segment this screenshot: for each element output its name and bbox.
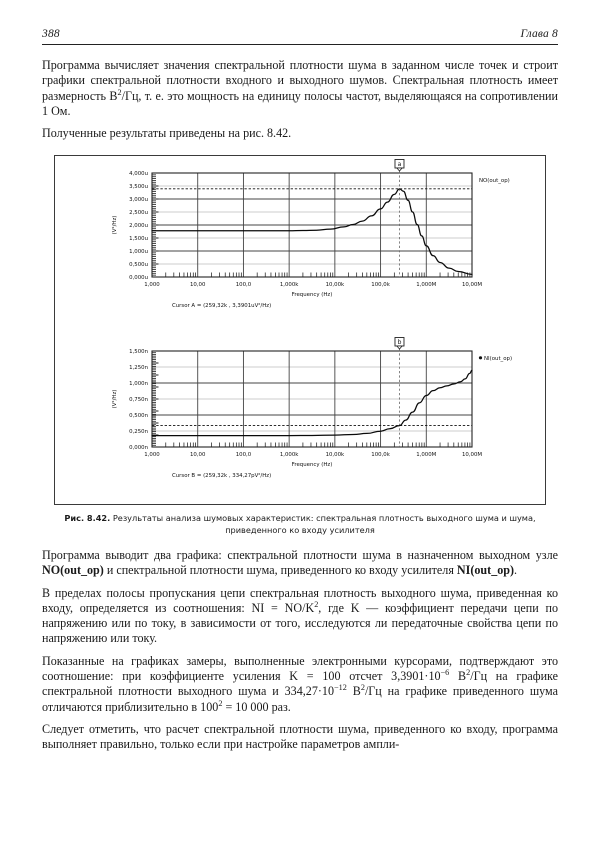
svg-text:10,00: 10,00 (189, 451, 206, 458)
svg-text:b: b (397, 339, 402, 346)
paragraph-3-text-d: . (514, 563, 518, 578)
chapter-label: Глава 8 (520, 28, 558, 40)
svg-text:3,000u: 3,000u (129, 196, 148, 203)
paragraph-4-superscript: 2 (314, 599, 319, 609)
svg-text:0,250n: 0,250n (129, 428, 148, 435)
paragraph-3 (42, 548, 558, 579)
svg-text:10,00M: 10,00M (461, 451, 483, 458)
svg-text:0,000n: 0,000n (129, 444, 148, 451)
paragraph-6: Следует отметить, что расчет спектральной плотности шума, приведенного ко входу, программа выполняет правильно, только если при настройке параметров ампли- (42, 721, 558, 752)
svg-text:100,0k: 100,0k (371, 451, 390, 458)
paragraph-2: Полученные результаты приведены на рис. 8.42. (42, 126, 292, 141)
svg-text:Cursor A = (259,32k , 3,3901uV: Cursor A = (259,32k , 3,3901uV²/Hz) (172, 303, 272, 310)
svg-text:2,500u: 2,500u (129, 209, 148, 216)
paragraph-5-superscript-2: 2 (466, 668, 471, 678)
svg-text:a: a (397, 161, 402, 168)
paragraph-5-superscript-5: 2 (218, 698, 223, 708)
paragraph-5-text-a: Показанные на графиках замеры, выполненные электронными курсорами, подтверждают это соотношение: при коэффициенте усиления K = 100 отсчет 3,3901·10 (42, 653, 558, 684)
paragraph-5-superscript-1: −6 (440, 668, 450, 678)
paragraph-4 (42, 586, 558, 647)
svg-text:2,000u: 2,000u (129, 222, 148, 229)
svg-text:3,500u: 3,500u (129, 183, 148, 190)
svg-text:100,0: 100,0 (235, 451, 252, 458)
top-chart-svg (54, 155, 546, 337)
bottom-chart (54, 337, 546, 505)
svg-text:Frequency (Hz): Frequency (Hz) (291, 291, 333, 298)
top-chart (54, 155, 546, 337)
figure-caption-number: Рис. 8.42. (64, 513, 111, 523)
paragraph-5 (42, 654, 558, 715)
svg-text:Frequency (Hz): Frequency (Hz) (291, 461, 333, 468)
paragraph-4-text-a: В пределах полосы пропускания цепи спектральная плотность выходного шума, приведенная ко входу, определяется из соотношения: NI = NO/K (42, 585, 558, 615)
node-label-no-out-op: NO(out_op) (42, 563, 104, 578)
svg-text:0,000u: 0,000u (129, 274, 148, 281)
paragraph-1-superscript: 2 (117, 87, 122, 97)
paragraph-5-text-d: В (346, 684, 361, 699)
svg-text:1,000n: 1,000n (129, 380, 148, 387)
svg-text:Cursor B = (259,32k , 334,27pV: Cursor B = (259,32k , 334,27pV²/Hz) (172, 473, 272, 480)
paragraph-3-text-a: Программа выводит два графика: спектральной плотности шума в назначенном выходном узле (42, 548, 558, 562)
svg-text:1,000: 1,000 (144, 451, 160, 458)
paragraph-1 (42, 58, 558, 119)
paragraph-3-text-c: и спектральной плотности шума, приведенного ко входу усилителя (103, 563, 457, 578)
figure-caption-text: Результаты анализа шумовых характеристик: спектральная плотность выходного шума и шума, приведенного ко входу усилителя (110, 513, 536, 535)
paragraph-4-text-b: , где K — коэффициент передачи цепи по напряжению или по току, в зависимости от того, исследуются ли передаточные свойства цепи по напряжению или току. (42, 600, 558, 646)
svg-text:1,000M: 1,000M (416, 451, 437, 458)
svg-text:1,000k: 1,000k (279, 451, 299, 458)
paragraph-5-text-c: /Гц на графике спектральной плотности выходного шума и 334,27·10 (42, 669, 558, 699)
body-text-top (42, 58, 558, 148)
page-number: 388 (42, 28, 60, 40)
svg-text:1,250n: 1,250n (129, 364, 148, 371)
svg-text:1,500u: 1,500u (129, 235, 148, 242)
paragraph-5-text-b: В (449, 669, 467, 684)
svg-text:1,000M: 1,000M (416, 281, 437, 288)
bottom-chart-svg (54, 337, 546, 505)
paragraph-5-text-f: = 10 000 раз. (222, 699, 291, 714)
svg-text:10,00k: 10,00k (325, 281, 345, 288)
figure-8-42 (54, 155, 546, 505)
running-head (42, 28, 558, 48)
svg-text:1,000: 1,000 (144, 281, 160, 288)
paragraph-1-text: Программа вычисляет значения спектральной плотности шума в заданном числе точек и строит графики спектральной плотности входного и выходного шумов. Спектральная плотность имеет размерность В (42, 58, 558, 103)
paragraph-5-superscript-4: 2 (360, 683, 365, 693)
svg-text:100,0k: 100,0k (371, 281, 390, 288)
svg-text:0,750n: 0,750n (129, 396, 148, 403)
svg-text:0,500n: 0,500n (129, 412, 148, 419)
svg-text:1,000u: 1,000u (129, 248, 148, 255)
svg-text:1,500n: 1,500n (129, 348, 148, 355)
svg-text:0,500u: 0,500u (129, 261, 148, 268)
header-rule (42, 44, 558, 45)
svg-text:10,00M: 10,00M (461, 281, 483, 288)
node-label-ni-out-op: NI(out_op) (456, 563, 515, 578)
svg-text:10,00k: 10,00k (325, 451, 345, 458)
paragraph-5-text-e: /Гц на графике приведенного шума отличаются приблизительно в 100 (42, 684, 558, 714)
svg-text:10,00: 10,00 (189, 281, 206, 288)
paragraph-5-superscript-3: −12 (334, 683, 347, 693)
svg-text:100,0: 100,0 (235, 281, 252, 288)
svg-text:(V²/Hz): (V²/Hz) (112, 215, 118, 235)
svg-text:4,000u: 4,000u (129, 170, 148, 177)
svg-text:(V²/Hz): (V²/Hz) (112, 389, 118, 409)
svg-text:NI(out_op): NI(out_op) (484, 356, 513, 362)
svg-text:NO(out_op): NO(out_op) (479, 178, 510, 184)
svg-text:1,000k: 1,000k (279, 281, 299, 288)
paragraph-1-text-cont: /Гц, т. е. это мощность на единицу полосы частот, выделяющаяся на сопротивлении 1 Ом. (42, 88, 559, 118)
figure-caption (42, 513, 558, 536)
body-text-bottom (42, 548, 558, 753)
